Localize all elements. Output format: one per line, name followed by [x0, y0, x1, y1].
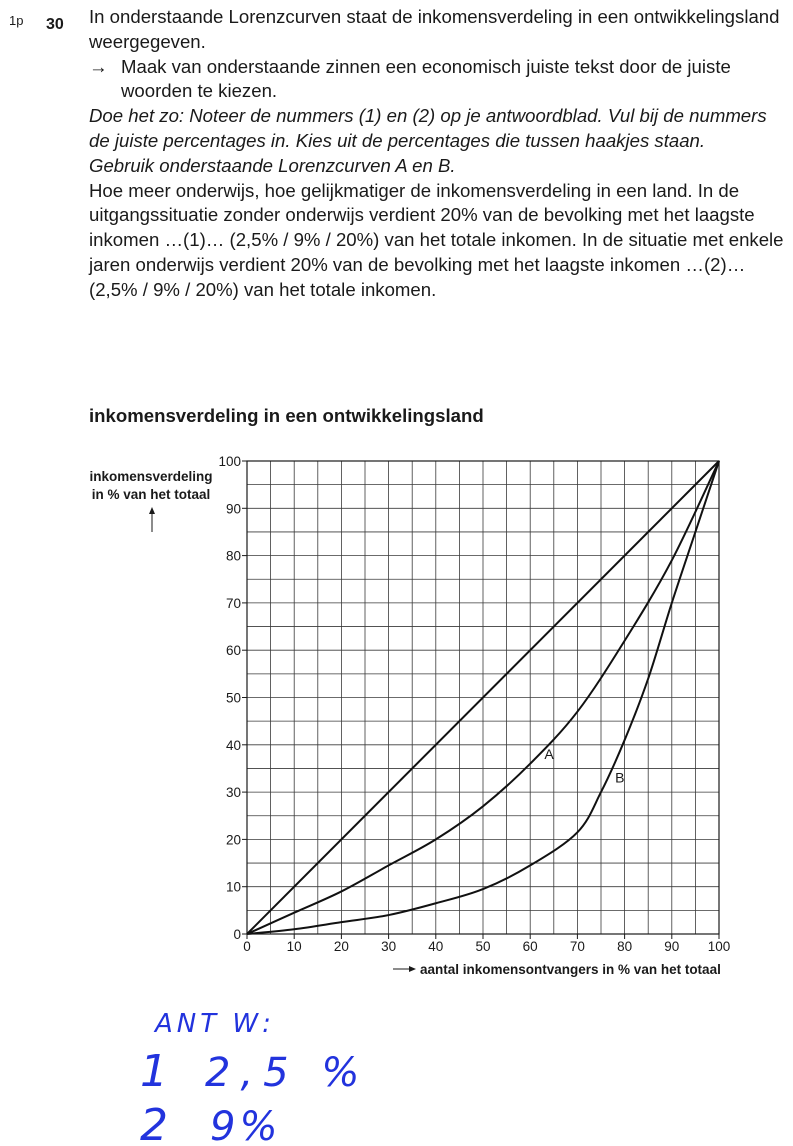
x-axis-label: aantal inkomensontvangers in % van het totaal [420, 962, 721, 977]
question-usage: Gebruik onderstaande Lorenzcurven A en B. [89, 154, 456, 176]
question-instruction: Doe het zo: Noteer de nummers (1) en (2) op je antwoordblad. Vul bij de nummers de juiste percentages in. Kies uit de percentages die tussen haakjes staan. [89, 105, 767, 151]
x-tick-label: 100 [707, 939, 731, 954]
y-tick-label: 10 [225, 879, 241, 895]
handwritten-answer-2-number: 2 [140, 1100, 168, 1146]
y-tick-label: 90 [225, 501, 241, 517]
question-text [89, 5, 784, 303]
x-tick-label: 70 [569, 939, 585, 954]
question-task [89, 55, 784, 105]
x-tick-label: 10 [286, 939, 302, 954]
handwritten-answer-1-number: 1 [140, 1046, 168, 1097]
x-axis-arrow-icon [393, 966, 416, 972]
handwritten-header: ANT W: [155, 1009, 275, 1039]
handwritten-answer [130, 1000, 390, 1146]
curve-label-b: B [615, 769, 625, 786]
question-number: 30 [46, 16, 64, 33]
y-tick-label: 0 [233, 927, 241, 942]
task-text: Maak van onderstaande zinnen een economisch juiste tekst door de juiste woorden te kiezen. [121, 55, 731, 102]
chart-labels [89, 469, 720, 977]
y-tick-label: 20 [225, 832, 241, 848]
handwritten-answer-2-value: 9% [210, 1104, 282, 1146]
y-axis-label-line-2: in % van het totaal [91, 487, 211, 502]
x-tick-label: 30 [381, 939, 397, 954]
chart-ticks [218, 454, 730, 954]
x-tick-label: 20 [333, 939, 349, 954]
y-tick-label: 100 [218, 454, 241, 469]
x-tick-label: 90 [664, 939, 680, 954]
y-tick-label: 60 [225, 643, 241, 659]
question-body: Hoe meer onderwijs, hoe gelijkmatiger de inkomensverdeling in een land. In de uitgangssituatie zonder onderwijs verdient 20% van de bevolking met het laagste inkomen …(1)… (2,5% / 9% / 20%) van het totale inkomen. In de situatie met enkele jaren onderwijs verdient 20% van de bevolking met het laagste inkomen …(2)… (2,5% / 9% / 20%) van het totale inkomen. [89, 179, 784, 300]
points-label: 1p [9, 13, 24, 28]
y-tick-label: 30 [225, 785, 241, 801]
y-tick-label: 50 [225, 690, 241, 706]
y-tick-label: 80 [225, 548, 241, 564]
question-intro: In onderstaande Lorenzcurven staat de inkomensverdeling in een ontwikkelingsland weergegeven. [89, 6, 780, 52]
y-tick-label: 40 [225, 737, 241, 753]
handwritten-answer-1-value: 2,5 % [205, 1050, 370, 1096]
x-tick-label: 80 [617, 939, 633, 954]
x-tick-label: 50 [475, 939, 491, 954]
y-axis-label-line-1: inkomensverdeling [89, 469, 213, 484]
x-tick-label: 0 [243, 939, 251, 954]
curve-label-a: A [544, 745, 554, 762]
x-tick-label: 60 [522, 939, 538, 954]
chart-title: inkomensverdeling in een ontwikkelingsland [89, 405, 484, 426]
y-tick-label: 70 [225, 595, 241, 611]
arrow-right-icon: → [89, 55, 108, 77]
x-tick-label: 40 [428, 939, 444, 954]
y-axis-arrow-icon [149, 507, 155, 532]
lorenz-chart [0, 440, 793, 985]
